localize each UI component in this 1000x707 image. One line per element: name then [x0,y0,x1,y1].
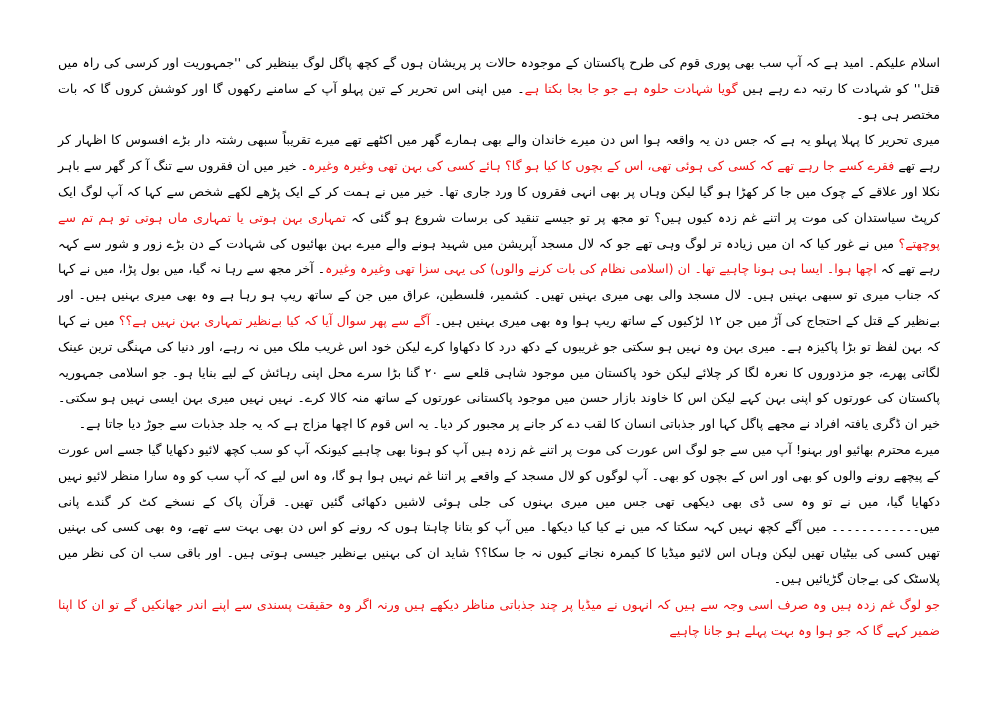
body-text: ۔ آخر مجھ سے رہا نہ گیا، میں بول پڑا، میں نے کہا کہ جناب میری تو سبھی بہنیں ہیں۔ لال مسجد والی بھی میری بہنیں تھیں۔ کشمیر، فلسطین، عراق میں جن کے ساتھ ریپ ہو رہا ہے وہ بھی میری بہنیں ہیں۔ اور بےنظیر کے قتل کے احتجاج کی آڑ میں جن ۱۲ لڑکیوں کے ساتھ ریپ ہوا وہ بھی میری بہنیں ہیں۔ [58,261,940,328]
body-text: ۔ میں اپنی اس تحریر کے تین پہلو آپ کے سامنے رکھوں گا اور کوشش کروں گا کہ بات مختصر ہی ہو۔ [58,80,940,122]
body-text: اسلام علیکم۔ امید ہے کہ آپ سب بھی پوری قوم کی طرح پاکستان کے موجودہ حالات پر پریشان ہوں گے کچھ پاگل لوگ بینظیر کی ''جمہوریت اور کرسی کی راہ میں قتل'' کو شہادت کا رتبہ دے رہے ہیں [58,55,940,96]
paragraph [58,127,940,437]
body-text: میں نے کہا کہ بہن لفظ تو بڑا پاکیزہ ہے۔ میری بہن وہ نہیں ہو سکتی جو غریبوں کے دکھ درد کا دکھاوا کرے لیکن خود اس غریب ملک میں نہ رہے، اور دنیا کی مہنگی ترین عینک لگاتی پھرے، جو مزدوروں کا نعرہ لگا کر چلائے لیکن خود پاکستان میں موجود شاہی قلعے سے ۲۰ گنا بڑا سرے محل اپنی رہائش کے لیے بنایا ہو۔ جو اسلامی جمہوریہ پاکستان کی عورتوں کو اپنی بہن کہے لیکن اس کا خاوند بازار حسن میں موجود پاکستانی عورتوں کے ساتھ منہ کالا کرے۔ نہیں نہیں میری بہن ایسی نہیں ہو سکتی۔ خیر ان ڈگری یافتہ افراد نے مجھے پاگل کہا اور جذباتی انسان کا لقب دے کر جانے پر مجبور کر دیا۔ یہ اس قوم کا اچھا مزاج ہے کہ یہ جلد جذبات سے جوڑ دیا جاتا ہے۔ [58,312,940,432]
highlighted-text: گویا شہادت حلوہ ہے جو جا بجا بکتا ہے [524,80,738,96]
body-text: میرے محترم بھائیو اور بہنو! آپ میں سے جو لوگ اس عورت کی موت پر اتنے غم زدہ ہیں آپ کو ہونا بھی چاہیے کیونکہ آپ کو سب کچھ لائیو دکھایا گیا جسے اس عورت کے پیچھے رونے والوں کو بھی اور اس کے بچوں کو بھی۔ آپ لوگوں کو لال مسجد کے واقعے پر اتنا غم نہیں ہوا ہو گا، وہ اس لیے کہ آپ سب کو وہ سارا منظر لائیو نہیں دکھایا گیا، میں نے تو وہ سی ڈی بھی دیکھی تھی جس میں میری بہنوں کی جلی ہوئی لاشیں دکھائی گئیں تھیں۔ قرآن پاک کے نسخے کٹ کر گندے پانی میں۔۔۔۔۔۔۔۔۔۔۔۔ میں آگے کچھ نہیں کہہ سکتا کہ میں نے کیا کیا دیکھا۔ میں آپ کو بتانا چاہتا ہوں کہ رونے کو اس دن بھی بہت سے تھے، وہ بھی کسی کی بہنیں تھیں کسی کی بیٹیاں تھیں لیکن وہاں اس لائیو میڈیا کا کیمرہ نجانے کیوں نہ جا سکا؟؟ شاید ان کی بہنیں بےنظیر جیسی ہوتی ہیں۔ اور باقی سب ان کی نظر میں پلاسٹک کی بےجان گڑیائیں ہیں۔ [58,441,940,586]
body-text: میں نے غور کیا کہ ان میں زیادہ تر لوگ وہی تھے جو کہ لال مسجد آپریشن میں شہید ہونے والے میرے بہن بھائیوں کی شہادت کے دن بڑے زور و شور سے کہہ رہے تھے کہ [58,235,940,277]
body-text: میری تحریر کا پہلا پہلو یہ ہے کہ جس دن یہ واقعہ ہوا اس دن میرے خاندان والے بھی ہمارے گھر میں اکٹھے تھے میرے تقریباً سبھی رشتہ دار بڑے افسوس کا اظہار کر رہے تھے [58,132,940,174]
highlighted-text: تمہاری بہن ہوتی یا تمہاری ماں ہوتی تو ہم تم سے پوچھتے؟ [58,209,940,251]
highlighted-text: فقرے کسے جا رہے تھے کہ کسی کی ہوئی تھی، اس کے بچوں کا کیا ہو گا؟ ہائے کسی کی بہن تھی وغیرہ وغیرہ [308,158,895,174]
paragraph [58,437,940,592]
highlighted-text: اچھا ہوا۔ ایسا ہی ہونا چاہیے تھا۔ ان (اسلامی نظام کی بات کرنے والوں) کی یہی سزا تھی وغیرہ وغیرہ [325,261,877,277]
highlighted-text: آگے سے پھر سوال آیا کہ کیا بےنظیر تمہاری بہن نہیں ہے؟؟ [118,312,431,328]
paragraph [58,50,940,127]
paragraph [58,592,940,644]
body-text: ۔ خیر میں ان فقروں سے تنگ آ کر گھر سے باہر نکلا اور علاقے کے چوک میں جا کر کھڑا ہو گیا لیکن وہاں پر بھی انہی فقروں کا ورد جاری تھا۔ خیر میں نے ہمت کر کے ایک پڑھے لکھے شخص سے کہا کہ آپ لوگ ایک کرپٹ سیاستدان کی موت پر اتنے غم زدہ کیوں ہیں؟ تو مجھ پر تو جیسے تنقید کی برسات شروع ہو گئی کہ [58,158,940,225]
document-body [58,50,940,643]
highlighted-text: جو لوگ غم زدہ ہیں وہ صرف اسی وجہ سے ہیں کہ انہوں نے میڈیا پر چند جذباتی مناظر دیکھے ہیں ورنہ اگر وہ حقیقت پسندی سے اپنے اندر جھانکیں گے تو ان کا اپنا ضمیر کہے گا کہ جو ہوا وہ بہت پہلے ہو جانا چاہیے [58,596,940,638]
